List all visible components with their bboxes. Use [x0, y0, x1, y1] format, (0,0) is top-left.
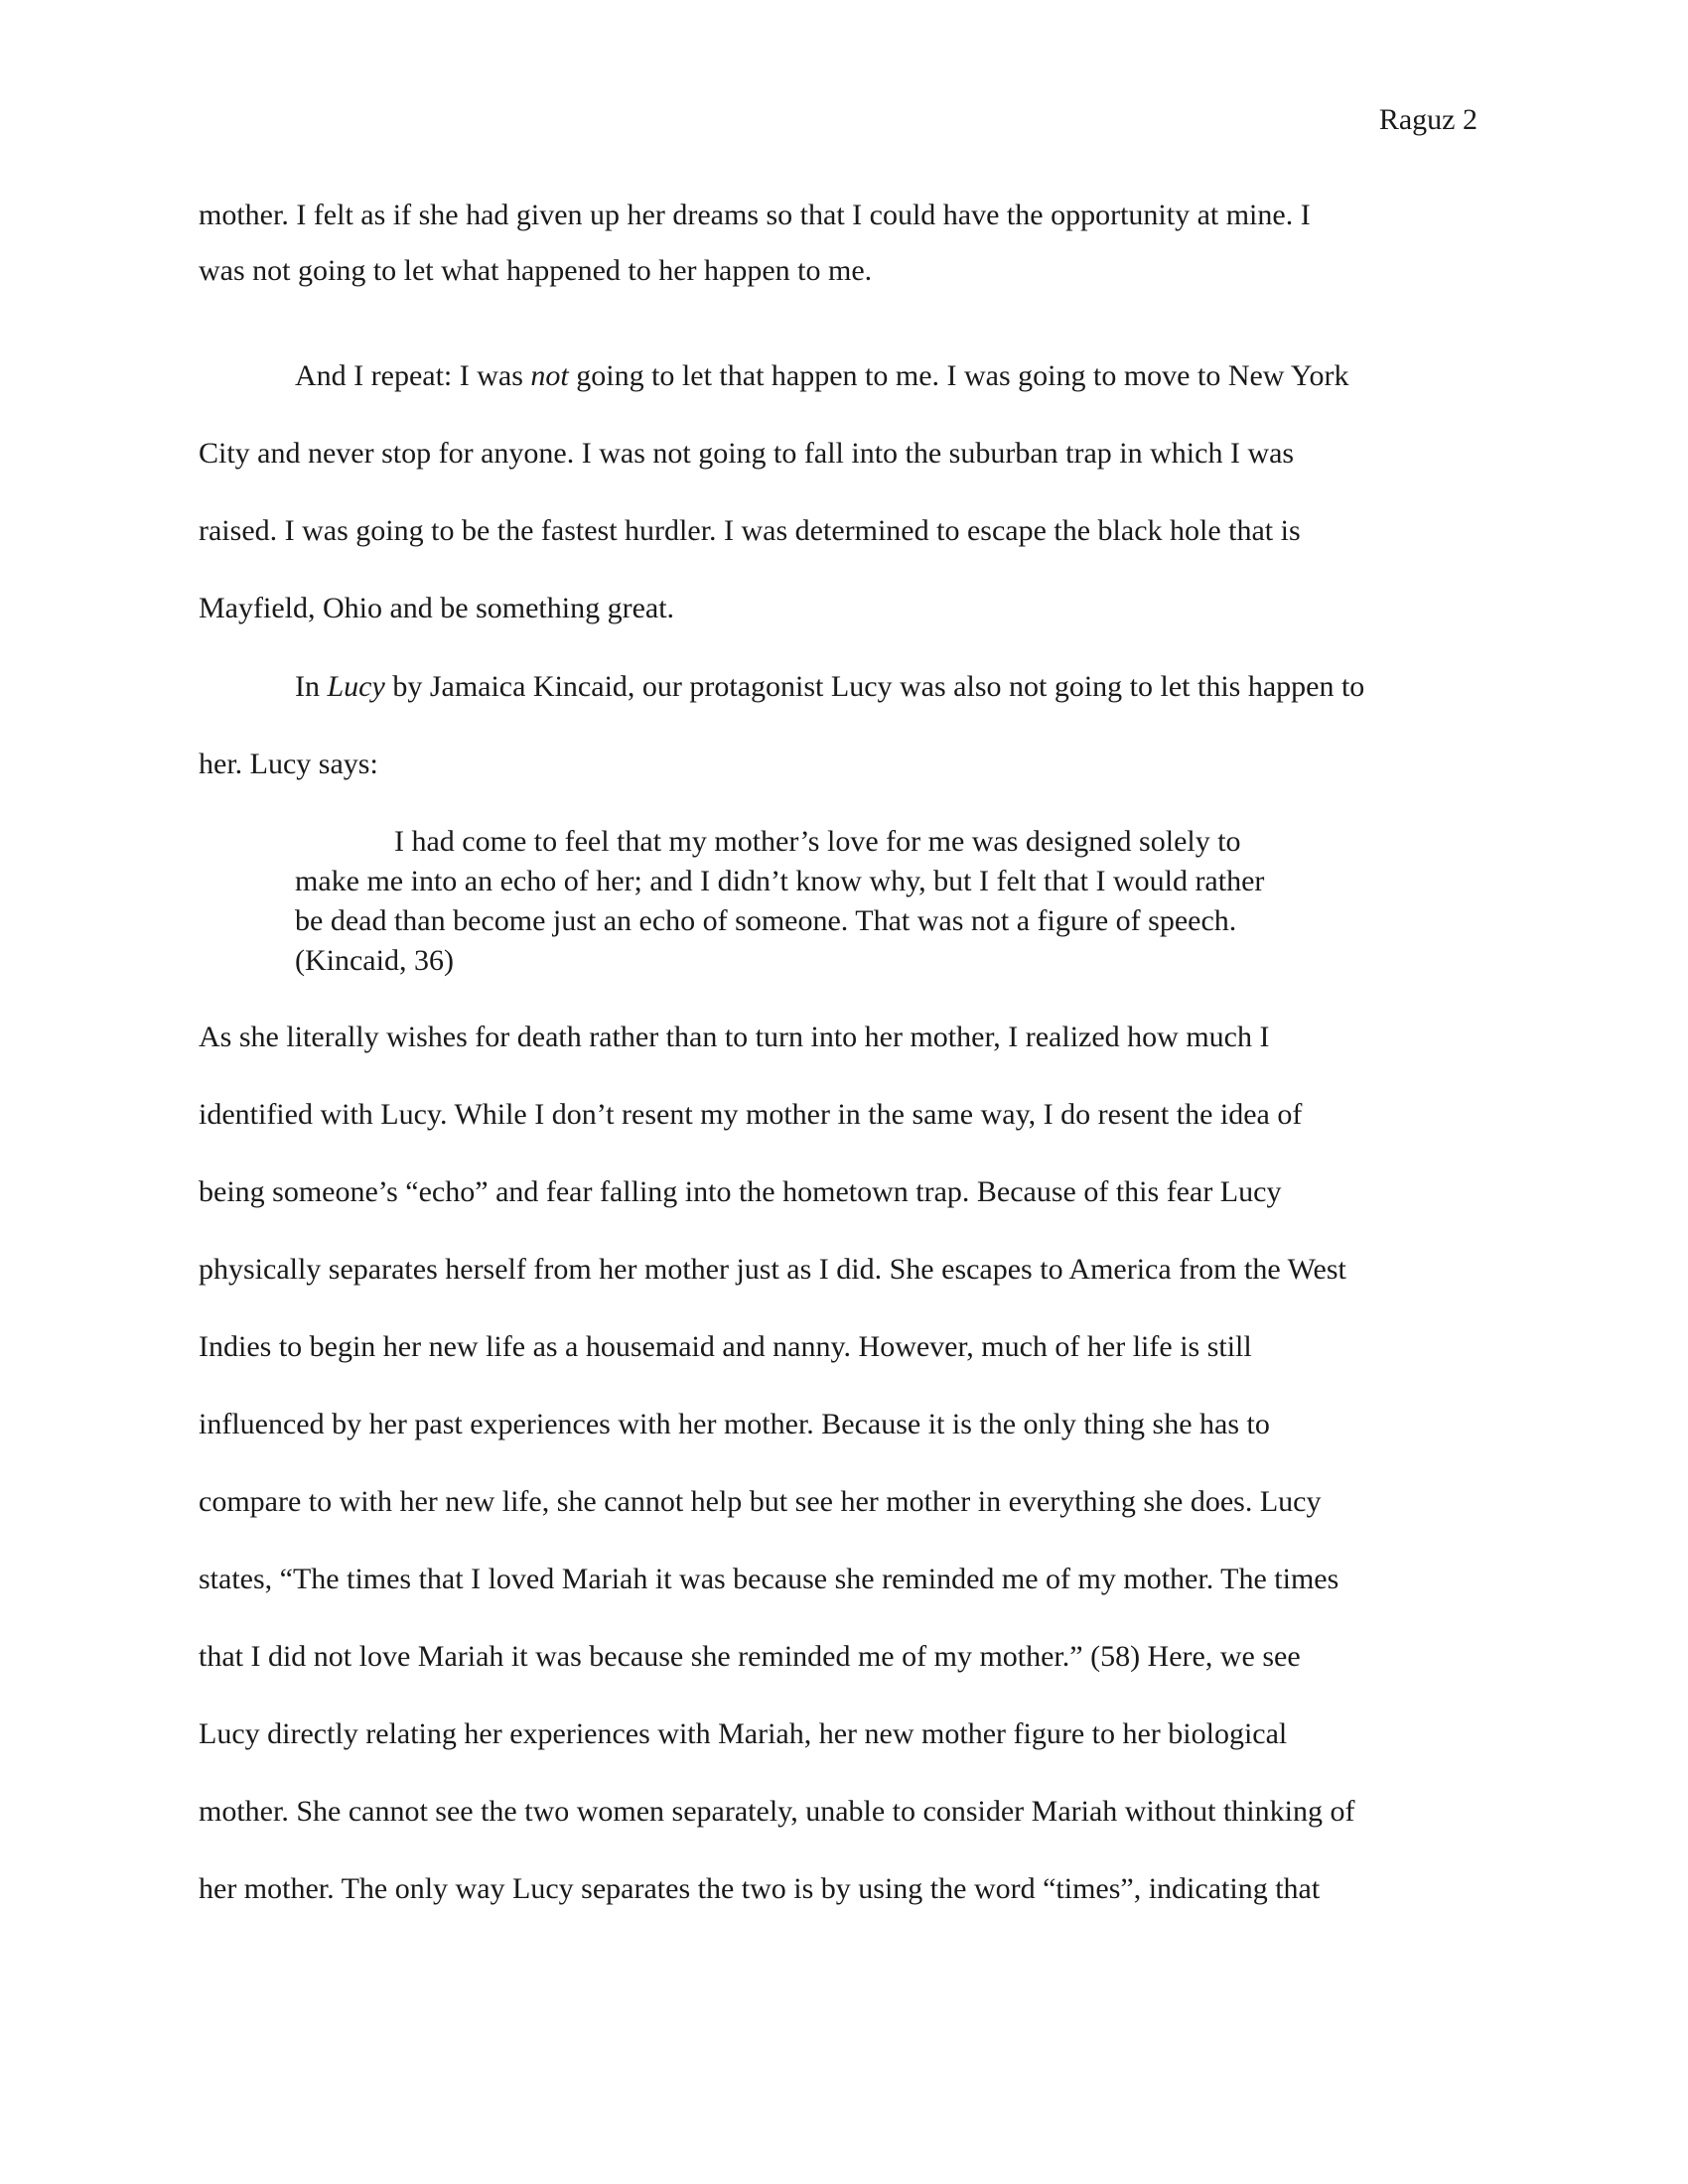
text-run: In	[295, 670, 328, 703]
text-line: raised. I was going to be the fastest hurdler. I was determined to escape the black hole that is	[199, 514, 1301, 547]
text-line: influenced by her past experiences with her mother. Because it is the only thing she has to	[199, 1408, 1270, 1440]
text-line: Indies to begin her new life as a housemaid and nanny. However, much of her life is still	[199, 1330, 1252, 1363]
text-run: by Jamaica Kincaid, our protagonist Lucy was also not going to let this happen to	[384, 670, 1365, 703]
book-title: Lucy	[327, 670, 385, 703]
emphasis: not	[530, 359, 569, 392]
text-line	[295, 668, 1364, 706]
text-line: City and never stop for anyone. I was not going to fall into the suburban trap in which I was	[199, 437, 1295, 470]
running-head: Raguz 2	[1378, 103, 1477, 136]
text-line: physically separates herself from her mother just as I did. She escapes to America from the West	[199, 1253, 1346, 1286]
text-line: her mother. The only way Lucy separates the two is by using the word “times”, indicating that	[199, 1872, 1321, 1905]
quote-citation: (Kincaid, 36)	[295, 944, 454, 977]
text-line: As she literally wishes for death rather than to turn into her mother, I realized how much I	[199, 1021, 1270, 1053]
text-line: that I did not love Mariah it was because she reminded me of my mother.” (58) Here, we see	[199, 1640, 1301, 1673]
quote-line: I had come to feel that my mother’s love for me was designed solely to	[394, 825, 1241, 858]
text-run: going to let that happen to me. I was going to move to New York	[568, 359, 1349, 392]
text-run: And I repeat: I was	[295, 359, 531, 392]
text-line: mother. She cannot see the two women separately, unable to consider Mariah without thinking of	[199, 1795, 1355, 1828]
text-line: mother. I felt as if she had given up her dreams so that I could have the opportunity at mine. I	[199, 199, 1311, 231]
text-line: identified with Lucy. While I don’t resent my mother in the same way, I do resent the idea of	[199, 1098, 1303, 1131]
text-line: Lucy directly relating her experiences with Mariah, her new mother figure to her biological	[199, 1717, 1288, 1750]
text-line: being someone’s “echo” and fear falling into the hometown trap. Because of this fear Lucy	[199, 1175, 1282, 1208]
text-line: states, “The times that I loved Mariah it was because she reminded me of my mother. The times	[199, 1563, 1339, 1595]
text-line: was not going to let what happened to her happen to me.	[199, 254, 873, 287]
text-line	[295, 357, 1349, 395]
quote-line: make me into an echo of her; and I didn’t know why, but I felt that I would rather	[295, 865, 1265, 897]
quote-line: be dead than become just an echo of someone. That was not a figure of speech.	[295, 904, 1237, 937]
text-line: compare to with her new life, she cannot help but see her mother in everything she does. Lucy	[199, 1485, 1322, 1518]
text-line: Mayfield, Ohio and be something great.	[199, 592, 675, 624]
text-line: her. Lucy says:	[199, 748, 378, 780]
